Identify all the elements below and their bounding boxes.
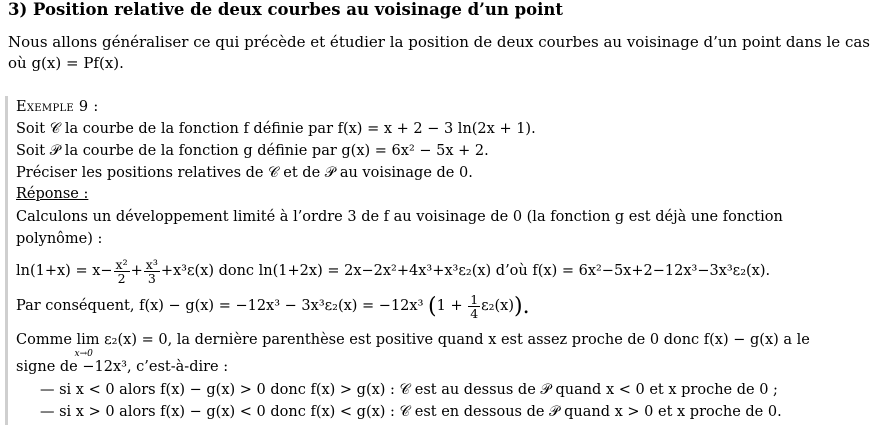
bullet-2: — si x > 0 alors f(x) − g(x) < 0 donc f(x) < g(x) : 𝒞 est en dessous de 𝒫 quand x > 0 et x proche de 0. <box>40 404 782 420</box>
fraction-denominator: 3 <box>147 270 156 286</box>
answer-line-3 <box>16 254 770 288</box>
paren-open: ( <box>428 294 437 319</box>
intro-line-1: Nous allons généraliser ce qui précède et étudier la position de deux courbes au voisinage d’un point dans le cas <box>8 33 870 51</box>
ans4-eps: ε₂(x) <box>481 298 514 314</box>
fraction-denominator: 2 <box>117 270 126 286</box>
answer-line-2: polynôme) : <box>16 231 103 247</box>
bullet-1: — si x < 0 alors f(x) − g(x) > 0 donc f(x) > g(x) : 𝒞 est au dessus de 𝒫 quand x < 0 et x proche de 0 ; <box>40 382 778 398</box>
intro-line-2: où g(x) = Pf(x). <box>8 54 124 72</box>
answer-line-1: Calculons un développement limité à l’ordre 3 de f au voisinage de 0 (la fonction g est déjà une fonction <box>16 209 783 225</box>
example-line-3: Préciser les positions relatives de 𝒞 et de 𝒫 au voisinage de 0. <box>16 165 473 181</box>
fraction-numerator: x³ <box>145 256 158 272</box>
fraction-1-over-4 <box>468 293 480 320</box>
fraction-x3-over-3 <box>144 258 160 285</box>
ans4-start: Par conséquent, f(x) − g(x) = −12x³ − 3x³ε₂(x) = −12x³ <box>16 298 424 314</box>
ans3-plus: + <box>130 263 143 279</box>
fraction-x2-over-2 <box>114 258 130 285</box>
fraction-numerator: x² <box>115 256 128 272</box>
paren-close: ). <box>513 294 530 319</box>
fraction-numerator: 1 <box>470 291 479 307</box>
limit-subscript: x→0 <box>74 349 93 359</box>
example-line-1: Soit 𝒞 la courbe de la fonction f définie par f(x) = x + 2 − 3 ln(2x + 1). <box>16 121 536 137</box>
example-line-2: Soit 𝒫 la courbe de la fonction g définie par g(x) = 6x² − 5x + 2. <box>16 143 489 159</box>
fraction-denominator: 4 <box>470 305 479 321</box>
answer-label: Réponse : <box>16 186 89 202</box>
answer-line-5 <box>16 330 810 359</box>
ans5-start: Comme <box>16 332 72 348</box>
ans4-one: 1 + <box>436 298 463 314</box>
limit-operator <box>74 330 100 359</box>
ans3-end: +x³ε(x) donc ln(1+2x) = 2x−2x²+4x³+x³ε₂(x) d’où f(x) = 6x²−5x+2−12x³−3x³ε₂(x). <box>160 263 771 279</box>
example-heading: Exemple 9 : <box>16 99 99 115</box>
section-title: 3) Position relative de deux courbes au voisinage d’un point <box>8 0 564 19</box>
answer-line-4 <box>16 289 530 324</box>
ans5-end: ε₂(x) = 0, la dernière parenthèse est positive quand x est assez proche de 0 donc f(x) − g(x) a le <box>104 332 810 348</box>
ans3-start: ln(1+x) = x− <box>16 263 113 279</box>
answer-line-6: signe de −12x³, c’est-à-dire : <box>16 359 229 375</box>
limit-label: lim <box>76 332 100 348</box>
